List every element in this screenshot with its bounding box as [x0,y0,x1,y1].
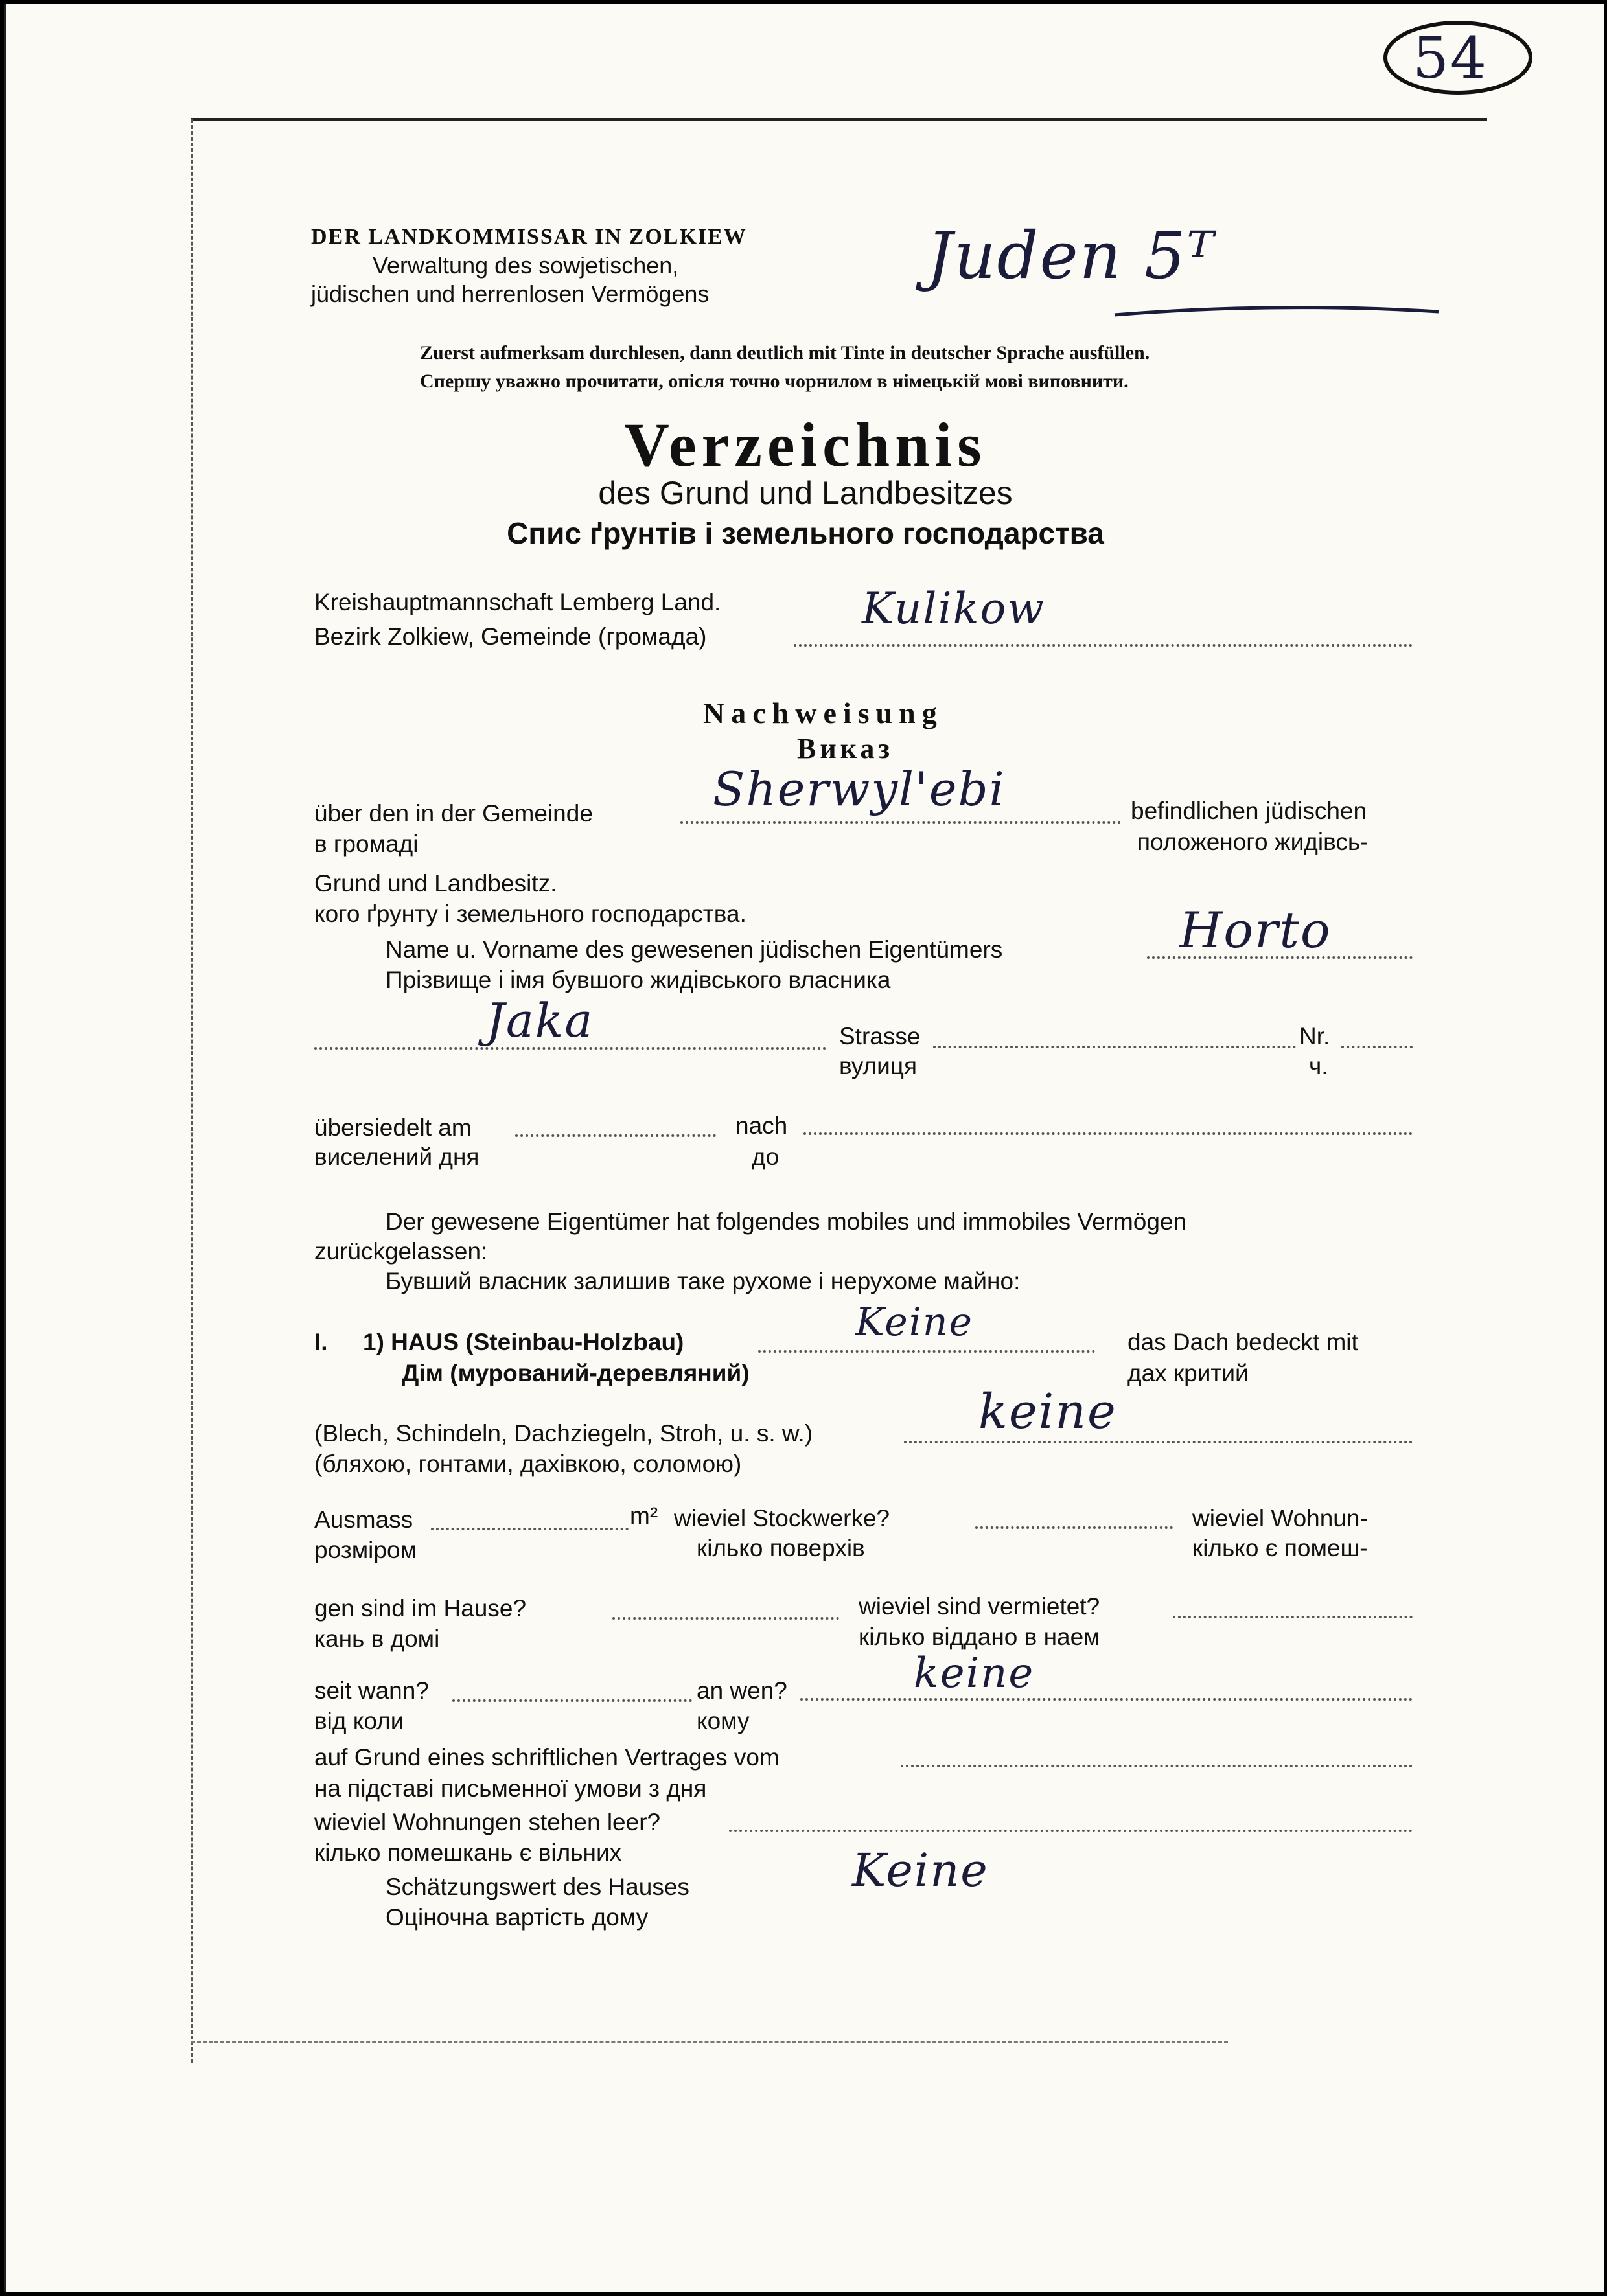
juedischen-label: befindlichen jüdischen [1131,798,1367,824]
ausmass-label-ukrainian: розміром [314,1537,417,1563]
location-field-value[interactable]: Sherwyl'ebi [713,762,1006,816]
authority-line-1: DER LANDKOMMISSAR IN ZOLKIEW [311,225,747,249]
district-line-2: Bezirk Zolkiew, Gemeinde (громада) [314,623,707,650]
handwritten-underline [1108,289,1445,328]
stockwerke-label: wieviel Stockwerke? [674,1505,890,1532]
dach-label-ukrainian: дах критий [1127,1360,1249,1386]
leer-label-ukrainian: кілько помешкань є вільних [314,1839,622,1866]
stockwerke-label-ukrainian: кілько поверхів [697,1535,865,1561]
gemeinde-field-value[interactable]: Kulikow [862,584,1045,634]
strasse-label: Strasse [839,1023,921,1050]
roof-material-label-ukrainian: (бляхою, гонтами, дахівкою, соломою) [314,1451,742,1477]
wohnungen-im-hause-line [612,1617,839,1620]
authority-line-3: jüdischen und herrenlosen Vermögens [311,281,710,307]
gemeinde-label-ukrainian: в громаді [314,831,419,857]
gemeinde-field-line [794,644,1413,647]
leer-field-line [729,1830,1413,1832]
uebersiedelt-label-ukrainian: виселений дня [314,1143,480,1170]
document-subtitle-german: des Grund und Landbesitzes [598,475,1013,511]
bottom-rule [191,2041,1228,2043]
instruction-ukrainian: Спершу уважно прочитати, опісля точно чорнилом в німецькій мові виповнити. [420,371,1129,392]
district-line-1: Kreishauptmannschaft Lemberg Land. [314,589,721,615]
vermietet-label: wieviel sind vermietet? [859,1593,1100,1620]
uebersiedelt-label: übersiedelt am [314,1114,472,1141]
item-number: I. [314,1329,328,1355]
vertrag-field-line [901,1765,1413,1767]
top-rule [191,118,1487,121]
instruction-german: Zuerst aufmerksam durchlesen, dann deutlich mit Tinte in deutscher Sprache ausfüllen. [420,342,1150,363]
vermietet-label-ukrainian: кілько віддано в наем [859,1624,1100,1650]
an-wen-field-value[interactable]: keine [914,1649,1035,1697]
grund-landbesitz-label: Grund und Landbesitz. [314,870,557,897]
seit-wann-label: seit wann? [314,1677,429,1704]
haus-label: 1) HAUS (Steinbau-Holzbau) [363,1329,684,1355]
wohnungen-im-hause-ukrainian: кань в домі [314,1625,440,1652]
haus-label-ukrainian: Дім (мурований-деревляний) [402,1360,750,1386]
roof-material-label: (Blech, Schindeln, Dachziegeln, Stroh, u. s. w.) [314,1420,813,1447]
stockwerke-field-line [975,1526,1173,1529]
nr-label-ukrainian: ч. [1309,1053,1328,1079]
ausmass-unit: m² [630,1502,658,1529]
nachweisung-title-ukrainian: Виказ [797,733,894,764]
owner-surname-value[interactable]: Horto [1179,901,1332,959]
ausmass-label: Ausmass [314,1506,413,1533]
document-subtitle-ukrainian: Спис ґрунтів і земельного господарства [507,516,1104,550]
an-wen-field-line [800,1698,1413,1701]
nach-field-line [804,1132,1413,1135]
seit-wann-label-ukrainian: від коли [314,1708,404,1734]
strasse-field-line [933,1046,1296,1048]
schaetzungswert-label-ukrainian: Оціночна вартість дому [386,1904,649,1931]
dach-label: das Dach bedeckt mit [1127,1329,1358,1355]
wohnungen-label-ukrainian: кілько є помеш- [1192,1535,1368,1561]
schaetzungswert-value[interactable]: Keine [852,1844,989,1897]
strasse-label-ukrainian: вулиця [839,1053,918,1079]
property-intro-line-1: Der gewesene Eigentümer hat folgendes mobiles und immobiles Vermögen [386,1208,1187,1235]
nachweisung-title: Nachweisung [703,696,943,729]
authority-line-2: Verwaltung des sowjetischen, [373,252,679,279]
owner-name-label-ukrainian: Прізвище і імя бувшого жидівського власника [386,967,891,993]
schaetzungswert-label: Schätzungswert des Hauses [386,1874,689,1900]
vermietet-field-line [1173,1616,1413,1618]
grund-landbesitz-ukrainian: кого ґрунту і земельного господарства. [314,901,746,927]
seit-wann-field-line [452,1699,692,1702]
roof-field-value[interactable]: keine [978,1384,1117,1440]
ausmass-field-line [431,1528,629,1530]
property-intro-line-2: zurückgelassen: [314,1238,488,1265]
nr-label: Nr. [1299,1023,1330,1050]
folio-number: 54 [1413,25,1488,91]
property-intro-ukrainian: Бувший власник залишив таке рухоме і нерухоме майно: [386,1268,1021,1294]
nach-label-ukrainian: до [752,1143,780,1170]
location-field-line [680,821,1121,824]
haus-field-value[interactable]: Keine [855,1300,974,1345]
owner-firstname-value[interactable]: Jaka [486,993,594,1048]
zhydivs-label: положеного жидівсь- [1137,829,1369,855]
uebersiedelt-date-line [515,1134,716,1137]
an-wen-label: an wen? [697,1677,787,1704]
an-wen-label-ukrainian: кому [697,1708,750,1734]
haus-field-line [758,1350,1095,1353]
owner-name-label: Name u. Vorname des gewesenen jüdischen Eigentümers [386,936,1003,963]
wohnungen-label: wieviel Wohnun- [1192,1505,1368,1532]
nach-label: nach [735,1112,788,1139]
nr-field-line [1341,1046,1413,1048]
wohnungen-im-hause-label: gen sind im Hause? [314,1595,527,1622]
document-title: Verzeichnis [624,410,987,479]
vertrag-label-ukrainian: на підставі письменної умови з дня [314,1775,707,1802]
gemeinde-label-german: über den in der Gemeinde [314,800,593,827]
handwritten-note: Juden 5ᵀ [927,218,1216,293]
document-page [4,4,1604,2292]
vertrag-label: auf Grund eines schriftlichen Vertrages vom [314,1744,780,1771]
leer-label: wieviel Wohnungen stehen leer? [314,1809,661,1835]
roof-field-line [904,1441,1413,1443]
